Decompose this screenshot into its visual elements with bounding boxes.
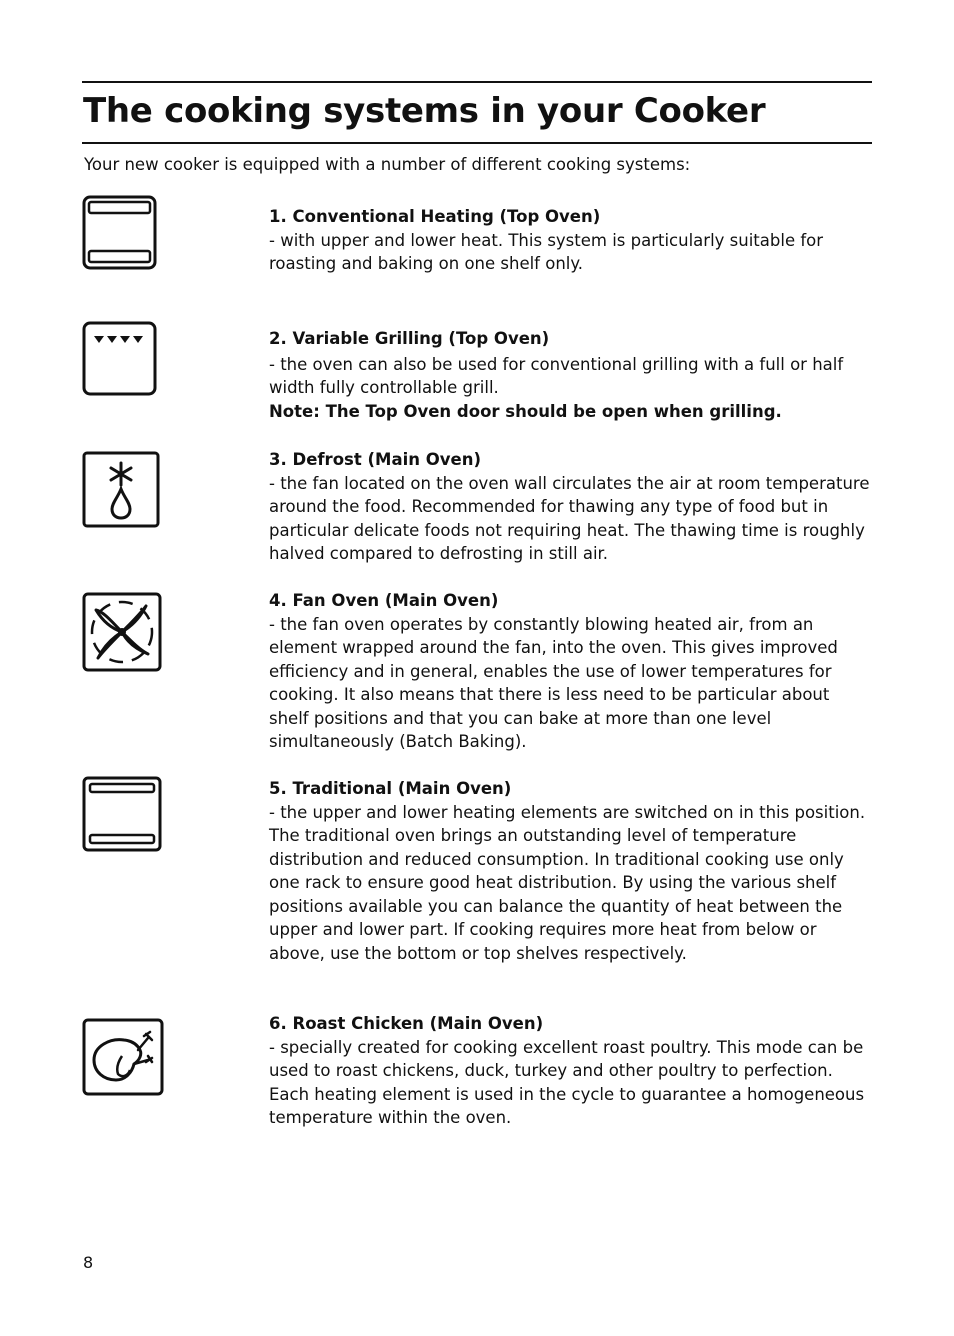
section-fan-oven bbox=[269, 589, 874, 754]
section-note: Note: The Top Oven door should be open when grilling. bbox=[269, 401, 782, 421]
section-heading: 6. Roast Chicken (Main Oven) bbox=[269, 1014, 544, 1033]
defrost-icon bbox=[82, 451, 162, 529]
section-body: - the upper and lower heating elements are switched on in this position. The traditional oven brings an outstanding level of temperature distribution and reduced consumption. In traditional cooking use only one rack to ensure good heat distribution. By using the various shelf positions available you can balance the quantity of heat between the upper and lower part. If cooking requires more heat from below or above, use the bottom or top shelves respectively. bbox=[269, 802, 866, 963]
grill-icon bbox=[82, 321, 158, 397]
page-number: 8 bbox=[83, 1253, 94, 1272]
title-bottom-rule bbox=[82, 142, 872, 144]
page-title: The cooking systems in your Cooker bbox=[83, 91, 766, 131]
section-heading: 4. Fan Oven (Main Oven) bbox=[269, 591, 499, 610]
section-body: - the fan located on the oven wall circulates the air at room temperature around the food. Recommended for thawing any type of food but in particular delicate foods not requiring heat. The thawing time is roughly halved compared to defrosting in still air. bbox=[269, 473, 870, 563]
section-defrost bbox=[269, 448, 874, 566]
section-heading: 1. Conventional Heating (Top Oven) bbox=[269, 207, 601, 226]
section-heading: 5. Traditional (Main Oven) bbox=[269, 779, 512, 798]
intro-text: Your new cooker is equipped with a number of different cooking systems: bbox=[84, 155, 691, 174]
section-roast-chicken bbox=[269, 1012, 874, 1130]
section-body: - specially created for cooking excellent roast poultry. This mode can be used to roast chickens, duck, turkey and other poultry to perfection. Each heating element is used in the cycle to guarantee a homogeneous temperature within the oven. bbox=[269, 1037, 865, 1127]
section-conventional-heating bbox=[269, 205, 874, 276]
section-body: - the fan oven operates by constantly blowing heated air, from an element wrapped around the fan, into the oven. This gives improved efficiency and in general, enables the use of lower temperatures for cooking. It also means that there is less need to be particular about shelf positions and that you can bake at more than one level simultaneously (Batch Baking). bbox=[269, 614, 838, 751]
title-top-rule bbox=[82, 81, 872, 83]
traditional-oven-icon bbox=[82, 776, 162, 852]
section-heading: 2. Variable Grilling (Top Oven) bbox=[269, 329, 550, 348]
section-heading: 3. Defrost (Main Oven) bbox=[269, 450, 481, 469]
section-variable-grilling bbox=[269, 327, 874, 423]
conventional-heating-icon bbox=[82, 195, 158, 271]
section-body: - with upper and lower heat. This system is particularly suitable for roasting and baking on one shelf only. bbox=[269, 230, 824, 273]
roast-chicken-icon bbox=[82, 1018, 164, 1096]
fan-oven-icon bbox=[82, 592, 162, 672]
section-body: - the oven can also be used for conventional grilling with a full or half width fully controllable grill. bbox=[269, 354, 844, 397]
section-traditional bbox=[269, 777, 874, 965]
